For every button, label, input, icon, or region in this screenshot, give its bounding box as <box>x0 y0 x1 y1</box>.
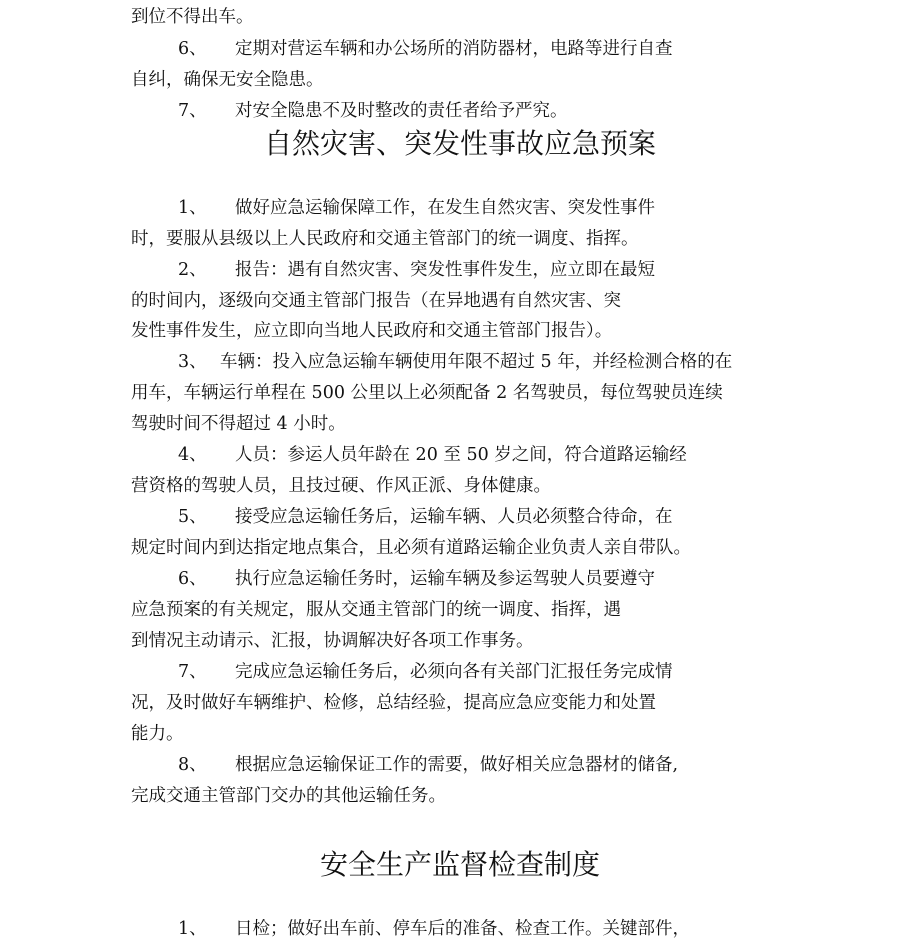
paragraph-line: 况，及时做好车辆维护、检修，总结经验，提高应急应变能力和处置 <box>131 693 656 713</box>
paragraph-line: 时，要服从县级以上人民政府和交通主管部门的统一调度、指挥。 <box>131 229 639 249</box>
paragraph-line: 发性事件发生，应立即向当地人民政府和交通主管部门报告）。 <box>131 321 613 341</box>
paragraph-line: 到情况主动请示、汇报，协调解决好各项工作事务。 <box>131 631 534 651</box>
paragraph-line: 营资格的驾驶人员，且技过硬、作风正派、身体健康。 <box>131 476 551 496</box>
paragraph-line: 定期对营运车辆和办公场所的消防器材，电路等进行自查 <box>235 39 673 59</box>
section-title: 安全生产监督检查制度 <box>319 848 600 881</box>
item-number: 8、 <box>178 755 207 775</box>
paragraph-line: 规定时间内到达指定地点集合，且必须有道路运输企业负责人亲自带队。 <box>131 538 691 558</box>
paragraph-line: 人员：参运人员年龄在 20 至 50 岁之间，符合道路运输经 <box>235 445 687 465</box>
item-number: 3、 <box>178 352 207 372</box>
paragraph-line: 车辆：投入应急运输车辆使用年限不超过 5 年，并经检测合格的在 <box>220 352 733 372</box>
paragraph-line: 能力。 <box>131 724 184 744</box>
paragraph-line: 完成应急运输任务后，必须向各有关部门汇报任务完成情 <box>235 662 673 682</box>
paragraph-line: 用车，车辆运行单程在 500 公里以上必须配备 2 名驾驶员，每位驾驶员连续 <box>131 383 723 403</box>
paragraph-line: 自纠，确保无安全隐患。 <box>131 70 324 90</box>
item-number: 7、 <box>178 101 207 121</box>
paragraph-line: 日检；做好出车前、停车后的准备、检查工作。关键部件， <box>235 919 690 939</box>
paragraph-line: 的时间内，逐级向交通主管部门报告（在异地遇有自然灾害、突 <box>131 291 621 311</box>
item-number: 6、 <box>178 569 207 589</box>
paragraph-line: 对安全隐患不及时整改的责任者给予严究。 <box>235 101 568 121</box>
paragraph-line: 执行应急运输任务时，运输车辆及参运驾驶人员要遵守 <box>235 569 655 589</box>
paragraph-line: 完成交通主管部门交办的其他运输任务。 <box>131 786 446 806</box>
item-number: 6、 <box>178 39 207 59</box>
item-number: 7、 <box>178 662 207 682</box>
section-title: 自然灾害、突发性事故应急预案 <box>263 127 656 160</box>
paragraph-line: 驾驶时间不得超过 4 小时。 <box>131 414 346 434</box>
paragraph-line: 做好应急运输保障工作，在发生自然灾害、突发性事件 <box>235 198 655 218</box>
paragraph-line: 接受应急运输任务后，运输车辆、人员必须整合待命，在 <box>235 507 673 527</box>
item-number: 1、 <box>178 198 207 218</box>
paragraph-line: 应急预案的有关规定，服从交通主管部门的统一调度、指挥，遇 <box>131 600 621 620</box>
paragraph-line: 到位不得出车。 <box>131 7 254 27</box>
paragraph-line: 报告：遇有自然灾害、突发性事件发生，应立即在最短 <box>235 260 655 280</box>
item-number: 2、 <box>178 260 207 280</box>
paragraph-line: 根据应急运输保证工作的需要，做好相关应急器材的储备, <box>235 755 679 775</box>
item-number: 4、 <box>178 445 207 465</box>
item-number: 5、 <box>178 507 207 527</box>
item-number: 1、 <box>178 919 207 939</box>
